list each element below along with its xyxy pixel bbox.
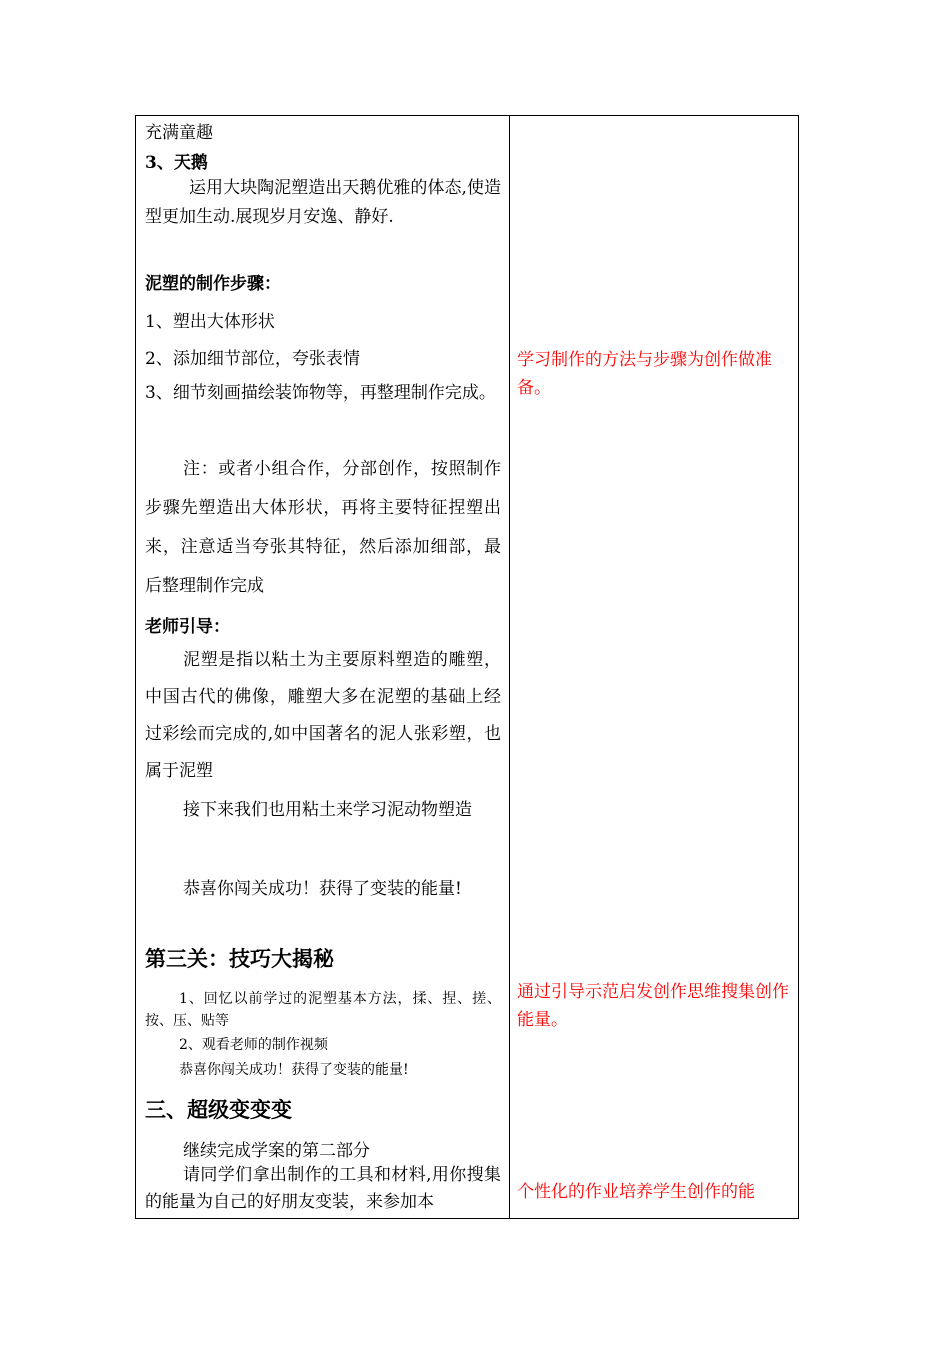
paragraph-next: 接下来我们也用粘土来学习泥动物塑造	[183, 800, 472, 820]
section-heading-swan: 3、天鹅	[145, 153, 208, 173]
text-line: 充满童趣	[145, 123, 213, 143]
design-intent-2: 通过引导示范启发创作思维搜集创作能量。	[517, 982, 789, 1030]
step-3: 3、细节刻画描绘装饰物等，再整理制作完成。	[145, 383, 496, 403]
congrats-line-2: 恭喜你闯关成功！获得了变装的能量!	[179, 1062, 409, 1078]
lesson-plan-table	[135, 115, 799, 1219]
heading-level-three: 第三关：技巧大揭秘	[145, 947, 334, 971]
watch-video: 2、观看老师的制作视频	[179, 1037, 328, 1053]
heading-teacher-guide: 老师引导：	[145, 617, 230, 637]
continue-task: 继续完成学案的第二部分	[183, 1141, 370, 1161]
paragraph-swan: 运用大块陶泥塑造出天鹅优雅的体态,使造型更加生动.展现岁月安逸、静好.	[145, 178, 501, 227]
heading-super-change: 三、超级变变变	[145, 1098, 292, 1122]
heading-steps: 泥塑的制作步骤：	[145, 274, 281, 294]
column-divider	[509, 116, 510, 1218]
method-recall: 1、回忆以前学过的泥塑基本方法，揉、捏、搓、按、压、贴等	[145, 991, 501, 1029]
step-1: 1、塑出大体形状	[145, 312, 275, 332]
design-intent-1: 学习制作的方法与步骤为创作做准备。	[517, 350, 772, 398]
congrats-line-1: 恭喜你闯关成功！获得了变装的能量!	[183, 879, 462, 899]
teacher-guide-paragraph: 泥塑是指以粘土为主要原料塑造的雕塑，中国古代的佛像，雕塑大多在泥塑的基础上经过彩绘而完成的,如中国著名的泥人张彩塑，也属于泥塑	[145, 650, 501, 781]
note-paragraph: 注：或者小组合作，分部创作，按照制作步骤先塑造出大体形状，再将主要特征捏塑出来，注意适当夸张其特征，然后添加细部，最后整理制作完成	[145, 459, 501, 596]
step-2: 2、添加细节部位，夸张表情	[145, 349, 360, 369]
task-paragraph: 请同学们拿出制作的工具和材料,用你搜集的能量为自己的好朋友变装，来参加本	[145, 1165, 501, 1212]
design-intent-3: 个性化的作业培养学生创作的能	[517, 1182, 755, 1202]
